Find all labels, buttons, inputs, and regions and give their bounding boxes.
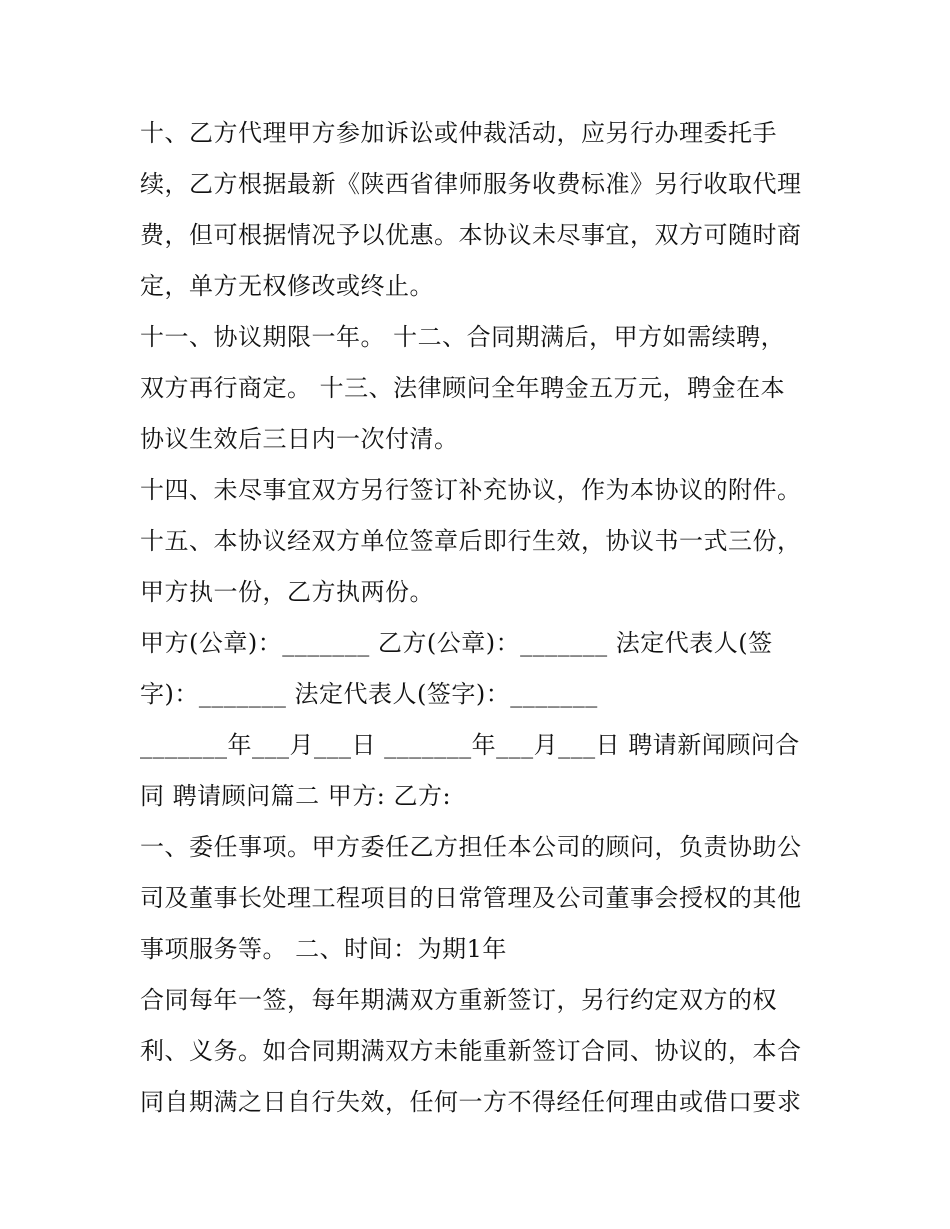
date-line: _______年___月___日 _______年___月___日 聘请新闻顾问合 — [140, 731, 800, 759]
text-line: 一、委任事项。甲方委任乙方担任本公司的顾问，负责协助公 — [140, 833, 802, 861]
text-line: 甲方执一份，乙方执两份。 — [140, 578, 434, 606]
text-line: 十、乙方代理甲方参加诉讼或仲裁活动，应另行办理委托手 — [140, 119, 777, 147]
text-line: 续，乙方根据最新《陕西省律师服务收费标准》另行收取代理 — [140, 170, 802, 198]
text-line: 双方再行商定。 十三、法律顾问全年聘金五万元，聘金在本 — [140, 374, 786, 402]
text-line: 事项服务等。 二、时间：为期1年 — [140, 935, 507, 963]
text-line: 合同每年一签，每年期满双方重新签订，另行约定双方的权 — [140, 986, 777, 1014]
signature-line: 字)：_______ 法定代表人(签字)：_______ — [140, 680, 598, 708]
text-line: 利、义务。如合同期满双方未能重新签订合同、协议的，本合 — [140, 1037, 802, 1065]
text-line: 十四、未尽事宜双方另行签订补充协议，作为本协议的附件。 — [140, 476, 802, 504]
signature-line: 甲方(公章)：_______ 乙方(公章)：_______ 法定代表人(签 — [140, 629, 773, 657]
section-heading-line: 同 聘请顾问篇二 甲方: 乙方: — [140, 782, 452, 810]
document-body — [140, 108, 820, 1128]
text-line: 同自期满之日自行失效，任何一方不得经任何理由或借口要求 — [140, 1088, 802, 1116]
text-line: 定，单方无权修改或终止。 — [140, 272, 434, 300]
text-line: 十五、本协议经双方单位签章后即行生效，协议书一式三份， — [140, 527, 802, 555]
text-line: 十一、协议期限一年。 十二、合同期满后，甲方如需续聘， — [140, 323, 786, 351]
text-line: 司及董事长处理工程项目的日常管理及公司董事会授权的其他 — [140, 884, 802, 912]
text-line: 协议生效后三日内一次付清。 — [140, 425, 459, 453]
text-line: 费，但可根据情况予以优惠。本协议未尽事宜，双方可随时商 — [140, 221, 802, 249]
